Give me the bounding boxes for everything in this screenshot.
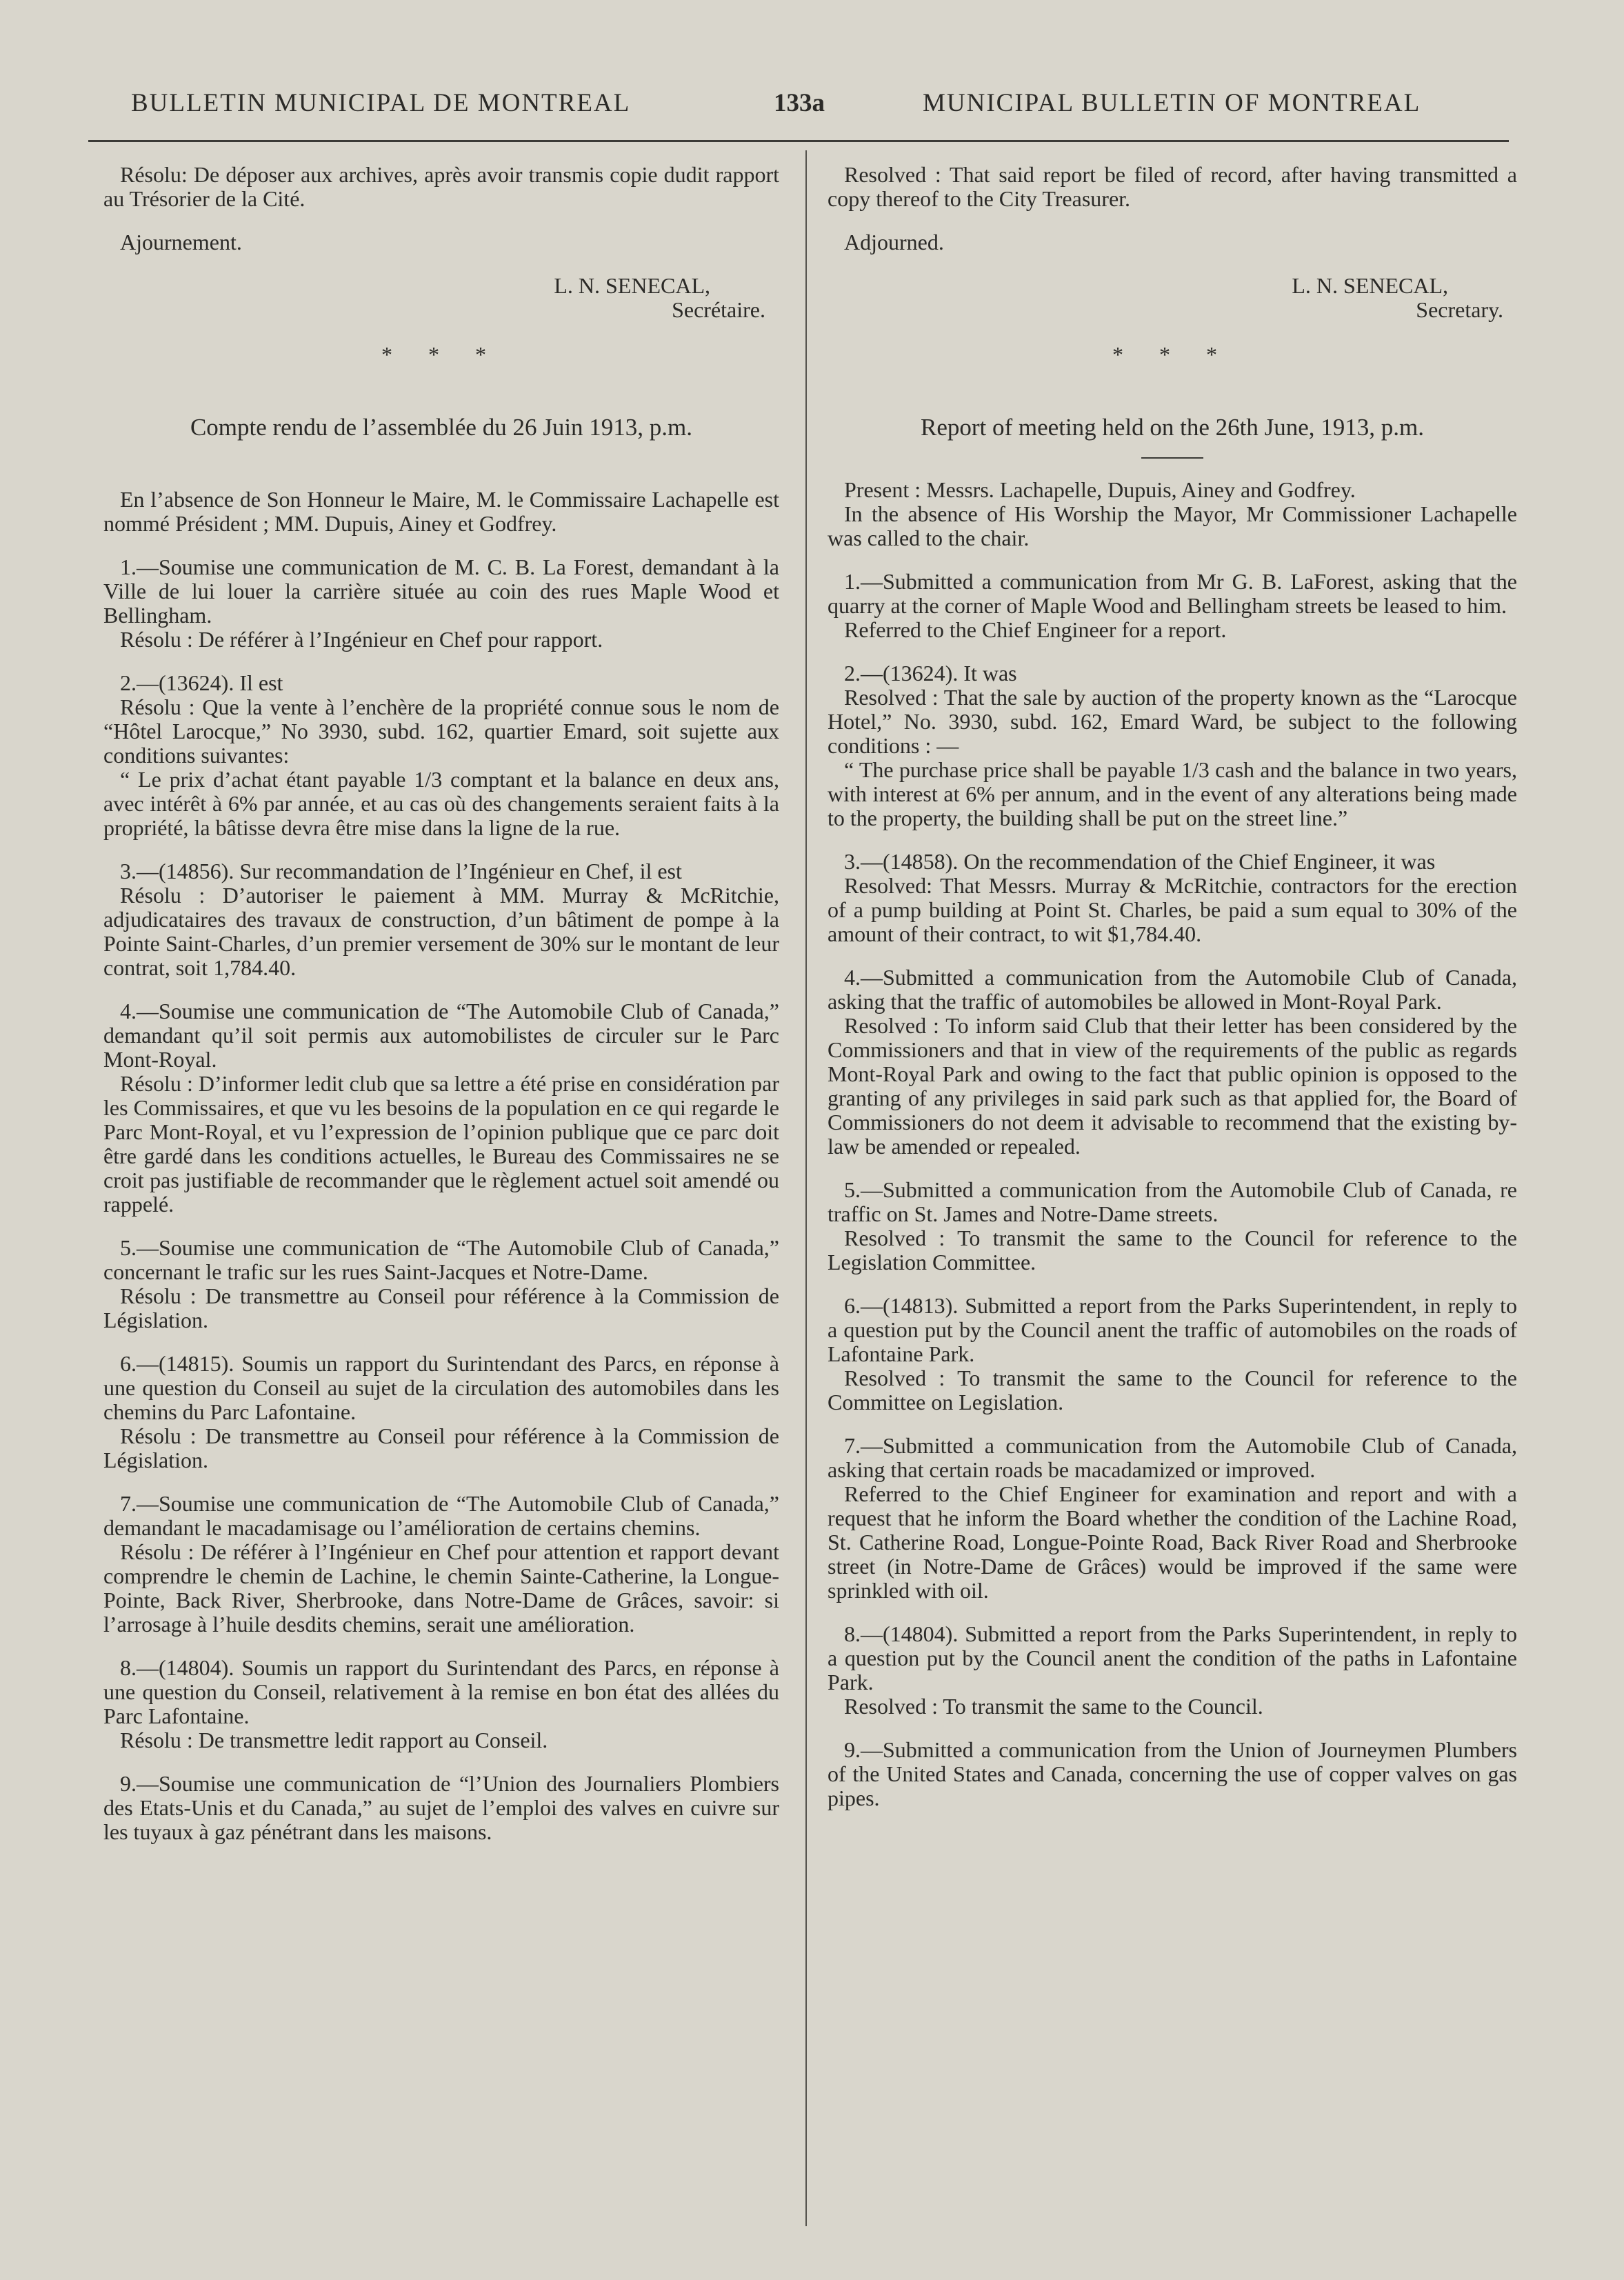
paragraph: Referred to the Chief Engineer for a report. bbox=[844, 617, 1227, 642]
signature-title: Secrétaire. bbox=[672, 297, 765, 322]
paragraph: Resolved : To transmit the same to the Council for reference to the Committee on Legislation. bbox=[828, 1366, 1517, 1414]
paragraph: Resolved: That Messrs. Murray & McRitchie, contractors for the erection of a pump building at Point St. Charles, be paid a sum equal to 30% of the amount of their contract, to wit $1,784.40. bbox=[828, 873, 1517, 946]
paragraph: 8.—(14804). Submitted a report from the Parks Superintendent, in reply to a question put by the Council anent the condition of the paths in Lafontaine Park. bbox=[828, 1621, 1517, 1694]
signature-name: L. N. SENECAL, bbox=[1292, 273, 1448, 298]
paragraph: 1.—Submitted a communication from Mr G. B. LaForest, asking that the quarry at the corner of Maple Wood and Bellingham streets be leased to him. bbox=[828, 569, 1517, 618]
section-separator: * * * bbox=[1112, 342, 1232, 367]
paragraph: 2.—(13624). Il est bbox=[120, 670, 283, 695]
signature-name: L. N. SENECAL, bbox=[554, 273, 710, 298]
header-english-title: MUNICIPAL BULLETIN OF MONTREAL bbox=[923, 89, 1421, 117]
paragraph: In the absence of His Worship the Mayor, Mr Commissioner Lachapelle was called to the chair. bbox=[828, 501, 1517, 550]
paragraph: 7.—Submitted a communication from the Automobile Club of Canada, asking that certain roads be macadamized or improved. bbox=[828, 1433, 1517, 1482]
paragraph: 7.—Soumise une communication de “The Automobile Club of Canada,” demandant le macadamisage ou l’amélioration de certains chemins. bbox=[103, 1491, 779, 1540]
paragraph: Résolu : De référer à l’Ingénieur en Chef pour attention et rapport devant comprendre le chemin de Lachine, le chemin Sainte-Catherine, la Longue-Pointe, Back River, Sherbrooke, dans Notre-Dame de Grâces, savoir: si l’arrosage à l’huile desdits chemins, serait une amélioration. bbox=[103, 1539, 779, 1637]
paragraph: Resolved : To transmit the same to the Council. bbox=[844, 1694, 1263, 1719]
paragraph: Résolu : De transmettre au Conseil pour référence à la Commission de Législation. bbox=[103, 1283, 779, 1332]
paragraph: Résolu : Que la vente à l’enchère de la propriété connue sous le nom de “Hôtel Larocque,” No 3930, subd. 162, quartier Emard, soit sujette aux conditions suivantes: bbox=[103, 694, 779, 768]
page-number: 133a bbox=[774, 89, 825, 117]
paragraph: Résolu : De transmettre ledit rapport au Conseil. bbox=[120, 1728, 548, 1752]
paragraph: 6.—(14813). Submitted a report from the Parks Superintendent, in reply to a question put by the Council anent the traffic of automobiles on the roads of Lafontaine Park. bbox=[828, 1293, 1517, 1366]
paragraph: 6.—(14815). Soumis un rapport du Surintendant des Parcs, en réponse à une question du Conseil au sujet de la circulation des automobiles dans les chemins du Parc Lafontaine. bbox=[103, 1351, 779, 1424]
meeting-title: Report of meeting held on the 26th June, 1913, p.m. bbox=[920, 414, 1425, 441]
meeting-title: Compte rendu de l’assemblée du 26 Juin 1913, p.m. bbox=[190, 414, 693, 441]
english-column bbox=[828, 163, 1517, 1810]
paragraph: 5.—Soumise une communication de “The Automobile Club of Canada,” concernant le trafic sur les rues Saint-Jacques et Notre-Dame. bbox=[103, 1235, 779, 1284]
title-rule bbox=[1141, 457, 1203, 459]
paragraph: 5.—Submitted a communication from the Automobile Club of Canada, re traffic on St. James and Notre-Dame streets. bbox=[828, 1177, 1517, 1226]
paragraph: 8.—(14804). Soumis un rapport du Surintendant des Parcs, en réponse à une question du Conseil, relativement à la remise en bon état des allées du Parc Lafontaine. bbox=[103, 1655, 779, 1728]
paragraph: “ Le prix d’achat étant payable 1/3 comptant et la balance en deux ans, avec intérêt à 6% par année, et au cas où des changements seraient faits à la propriété, la bâtisse devra être mise dans la ligne de la rue. bbox=[103, 767, 779, 840]
paragraph: Resolved : To inform said Club that their letter has been considered by the Commissioners and that in view of the requirements of the public as regards Mont-Royal Park and owing to the fact that public opinion is opposed to the granting of any privileges in said park such as that applied for, the Board of Commissioners do not deem it advisable to recommend that the existing by-law be amended or repealed. bbox=[828, 1013, 1517, 1159]
paragraph: 9.—Soumise une communication de “l’Union des Journaliers Plombiers des Etats-Unis et du Canada,” au sujet de l’emploi des valves en cuivre sur les tuyaux à gaz pénétrant dans les maisons. bbox=[103, 1771, 779, 1844]
paragraph: Resolved : That said report be filed of record, after having transmitted a copy thereof to the City Treasurer. bbox=[828, 162, 1517, 211]
section-separator: * * * bbox=[381, 342, 501, 367]
paragraph: 4.—Soumise une communication de “The Automobile Club of Canada,” demandant qu’il soit permis aux automobilistes de circuler sur le Parc Mont-Royal. bbox=[103, 999, 779, 1072]
paragraph: Present : Messrs. Lachapelle, Dupuis, Ainey and Godfrey. bbox=[844, 477, 1356, 502]
paragraph: Résolu: De déposer aux archives, après avoir transmis copie dudit rapport au Trésorier de la Cité. bbox=[103, 162, 779, 211]
french-column bbox=[103, 163, 779, 1844]
paragraph: Resolved : That the sale by auction of the property known as the “Larocque Hotel,” No. 3930, subd. 162, Emard Ward, be subject to the following conditions : — bbox=[828, 685, 1517, 758]
paragraph: En l’absence de Son Honneur le Maire, M. le Commissaire Lachapelle est nommé Président ; MM. Dupuis, Ainey et Godfrey. bbox=[103, 487, 779, 536]
paragraph: Résolu : De transmettre au Conseil pour référence à la Commission de Législation. bbox=[103, 1423, 779, 1472]
paragraph: 3.—(14858). On the recommendation of the Chief Engineer, it was bbox=[844, 849, 1436, 874]
paragraph: Résolu : D’informer ledit club que sa lettre a été prise en considération par les Commissaires, et que vu les besoins de la population en ce qui regarde le Parc Mont-Royal, et vu l’expression de l’opinion publique que ce parc doit être gardé dans les conditions actuelles, le Bureau des Commissaires ne se croit pas justifiable de recommander que le règlement actuel soit amendé ou rappelé. bbox=[103, 1071, 779, 1217]
signature-title: Secretary. bbox=[1416, 297, 1503, 322]
paragraph: Résolu : D’autoriser le paiement à MM. Murray & McRitchie, adjudicataires des travaux de construction, d’un bâtiment de pompe à la Pointe Saint-Charles, d’un premier versement de 30% sur le montant de leur contrat, soit 1,784.40. bbox=[103, 883, 779, 980]
header-french-title: BULLETIN MUNICIPAL DE MONTREAL bbox=[131, 89, 631, 117]
header-rule bbox=[88, 140, 1509, 142]
paragraph: 4.—Submitted a communication from the Automobile Club of Canada, asking that the traffic of automobiles be allowed in Mont-Royal Park. bbox=[828, 965, 1517, 1014]
paragraph: Adjourned. bbox=[844, 230, 944, 254]
paragraph: “ The purchase price shall be payable 1/3 cash and the balance in two years, with interest at 6% per annum, and in the event of any alterations being made to the property, the building shall be put on the street line.” bbox=[828, 757, 1517, 830]
paragraph: Referred to the Chief Engineer for examination and report and with a request that he inform the Board whether the condition of the Lachine Road, St. Catherine Road, Longue-Pointe Road, Back River Road and Sherbrooke street (in Notre-Dame de Grâces) would be improved if the same were sprinkled with oil. bbox=[828, 1481, 1517, 1603]
paragraph: 2.—(13624). It was bbox=[844, 661, 1017, 686]
column-divider bbox=[805, 150, 807, 2226]
paragraph: 3.—(14856). Sur recommandation de l’Ingénieur en Chef, il est bbox=[120, 859, 682, 883]
paragraph: Résolu : De référer à l’Ingénieur en Chef pour rapport. bbox=[120, 627, 603, 652]
paragraph: Ajournement. bbox=[120, 230, 242, 254]
paragraph: 1.—Soumise une communication de M. C. B. La Forest, demandant à la Ville de lui louer la carrière située au coin des rues Maple Wood et Bellingham. bbox=[103, 554, 779, 628]
paragraph: Resolved : To transmit the same to the Council for reference to the Legislation Committee. bbox=[828, 1226, 1517, 1274]
paragraph: 9.—Submitted a communication from the Union of Journeymen Plumbers of the United States and Canada, concerning the use of copper valves on gas pipes. bbox=[828, 1737, 1517, 1810]
